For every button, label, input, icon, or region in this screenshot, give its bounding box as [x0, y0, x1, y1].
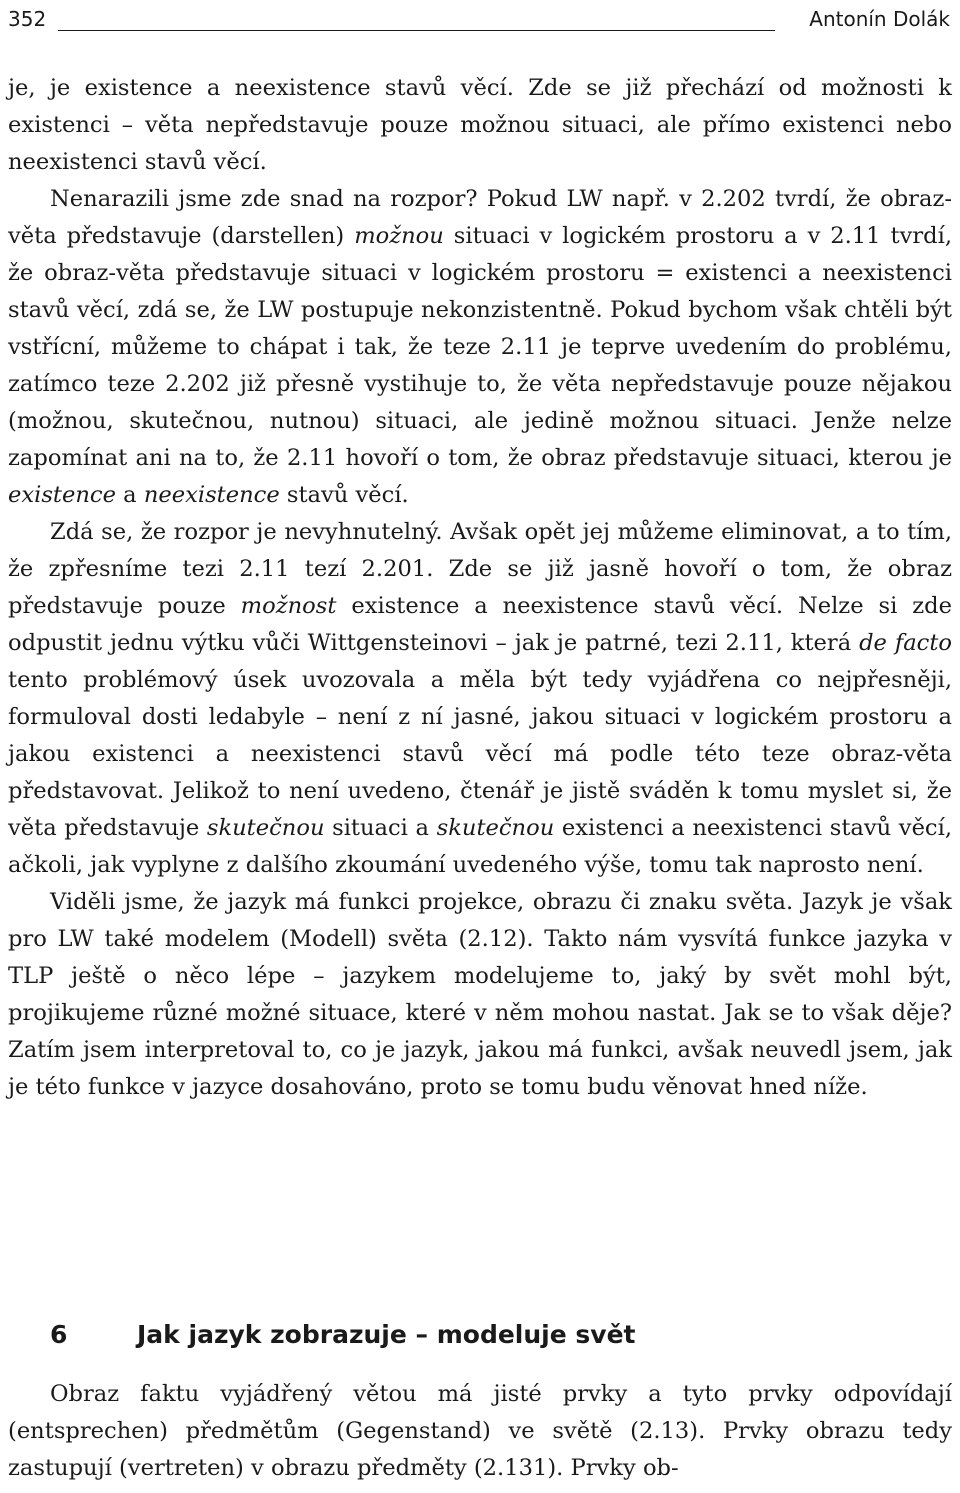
- text-run: existenci a neexistenci stavů věcí, ačkoli, jak vyplyne z dalšího zkoumání uvedeného výše, tomu tak naprosto není.: [8, 815, 952, 878]
- text-run: Zdá se, že rozpor je nevyhnutelný. Avšak opět jej můžeme eliminovat, a to tím, že zpřesníme tezi 2.11 tezí 2.201. Zde se již jasně hovoří o tom, že obraz představuje pouze: [8, 519, 952, 619]
- text-run: tento problémový úsek uvozovala a měla být tedy vyjádřena co nejpřesněji, formuloval dosti ledabyle – není z ní jasné, jakou situaci v logickém prostoru a jakou existenci a neexistenci stavů věcí má podle této teze obraz-věta představovat. Jelikož to není uvedeno, čtenář je jistě sváděn k tomu myslet si, že věta představuje: [8, 667, 952, 841]
- section-paragraph: Obraz faktu vyjádřený větou má jisté prvky a tyto prvky odpovídají (entsprechen) předmětům (Gegenstand) ve světě (2.13). Prvky obrazu tedy zastupují (vertreten) v obrazu předměty (2.131). Prvky ob-: [8, 1381, 952, 1481]
- body-text: [8, 70, 952, 1106]
- paragraph-4: [8, 884, 952, 1106]
- text-run: Viděli jsme, že jazyk má funkci projekce, obrazu či znaku světa. Jazyk je však pro LW také modelem (Modell) světa (2.12). Takto nám vysvítá funkce jazyka v TLP ještě o něco lépe – jazykem modelujeme to, jaký by svět mohl být, projikujeme různé možné situace, které v něm mohou nastat. Jak se to však děje? Zatím jsem interpretoval to, co je jazyk, jakou má funkci, avšak neuvedl jsem, jak je této funkce v jazyce dosahováno, proto se tomu budu věnovat hned níže.: [8, 889, 952, 1100]
- text-run: Nenarazili jsme zde snad na rozpor? Pokud LW např. v 2.202 tvrdí, že obraz-věta představuje (darstellen): [8, 186, 952, 249]
- italic-term: de facto: [859, 630, 952, 656]
- text-run: situaci a: [324, 815, 437, 841]
- text-run: je, je existence a neexistence stavů věcí. Zde se již přechází od možnosti k existenci – věta nepředstavuje pouze možnou situaci, ale přímo existenci nebo neexistenci stavů věcí.: [8, 75, 952, 175]
- section-body: [8, 1376, 952, 1487]
- text-run: existence a neexistence stavů věcí. Nelze si zde odpustit jednu výtku vůči Wittgensteinovi – jak je patrné, tezi 2.11, která: [8, 593, 952, 656]
- text-run: stavů věcí.: [279, 482, 409, 508]
- text-run: situaci v logickém prostoru a v 2.11 tvrdí, že obraz-věta představuje situaci v logickém prostoru = existenci a neexistenci stavů věcí, zdá se, že LW postupuje nekonzistentně. Pokud bychom však chtěli být vstřícní, můžeme to chápat i tak, že teze 2.11 je teprve uvedením do problému, zatímco teze 2.202 již přesně vystihuje to, že věta nepředstavuje pouze nějakou (možnou, skutečnou, nutnou) situaci, ale jedině možnou situaci. Jenže nelze zapomínat ani na to, že 2.11 hovoří o tom, že obraz představuje situaci, kterou je: [8, 223, 953, 471]
- italic-term: existence: [8, 482, 116, 508]
- italic-term: možnou: [354, 223, 444, 249]
- running-author: Antonín Dolák: [809, 7, 950, 31]
- paragraph-3: [8, 514, 952, 884]
- italic-term: skutečnou: [206, 815, 325, 841]
- running-header: [8, 2, 950, 36]
- header-rule: [58, 30, 775, 31]
- text-run: a: [115, 482, 144, 508]
- italic-term: skutečnou: [436, 815, 555, 841]
- section-heading: [50, 1315, 635, 1355]
- paragraph-2: [8, 181, 952, 514]
- italic-term: možnost: [240, 593, 337, 619]
- section-title: Jak jazyk zobrazuje – modeluje svět: [137, 1320, 636, 1349]
- italic-term: neexistence: [143, 482, 280, 508]
- paragraph-1: [8, 70, 952, 181]
- page-number: 352: [8, 7, 47, 31]
- section-number: 6: [50, 1320, 68, 1349]
